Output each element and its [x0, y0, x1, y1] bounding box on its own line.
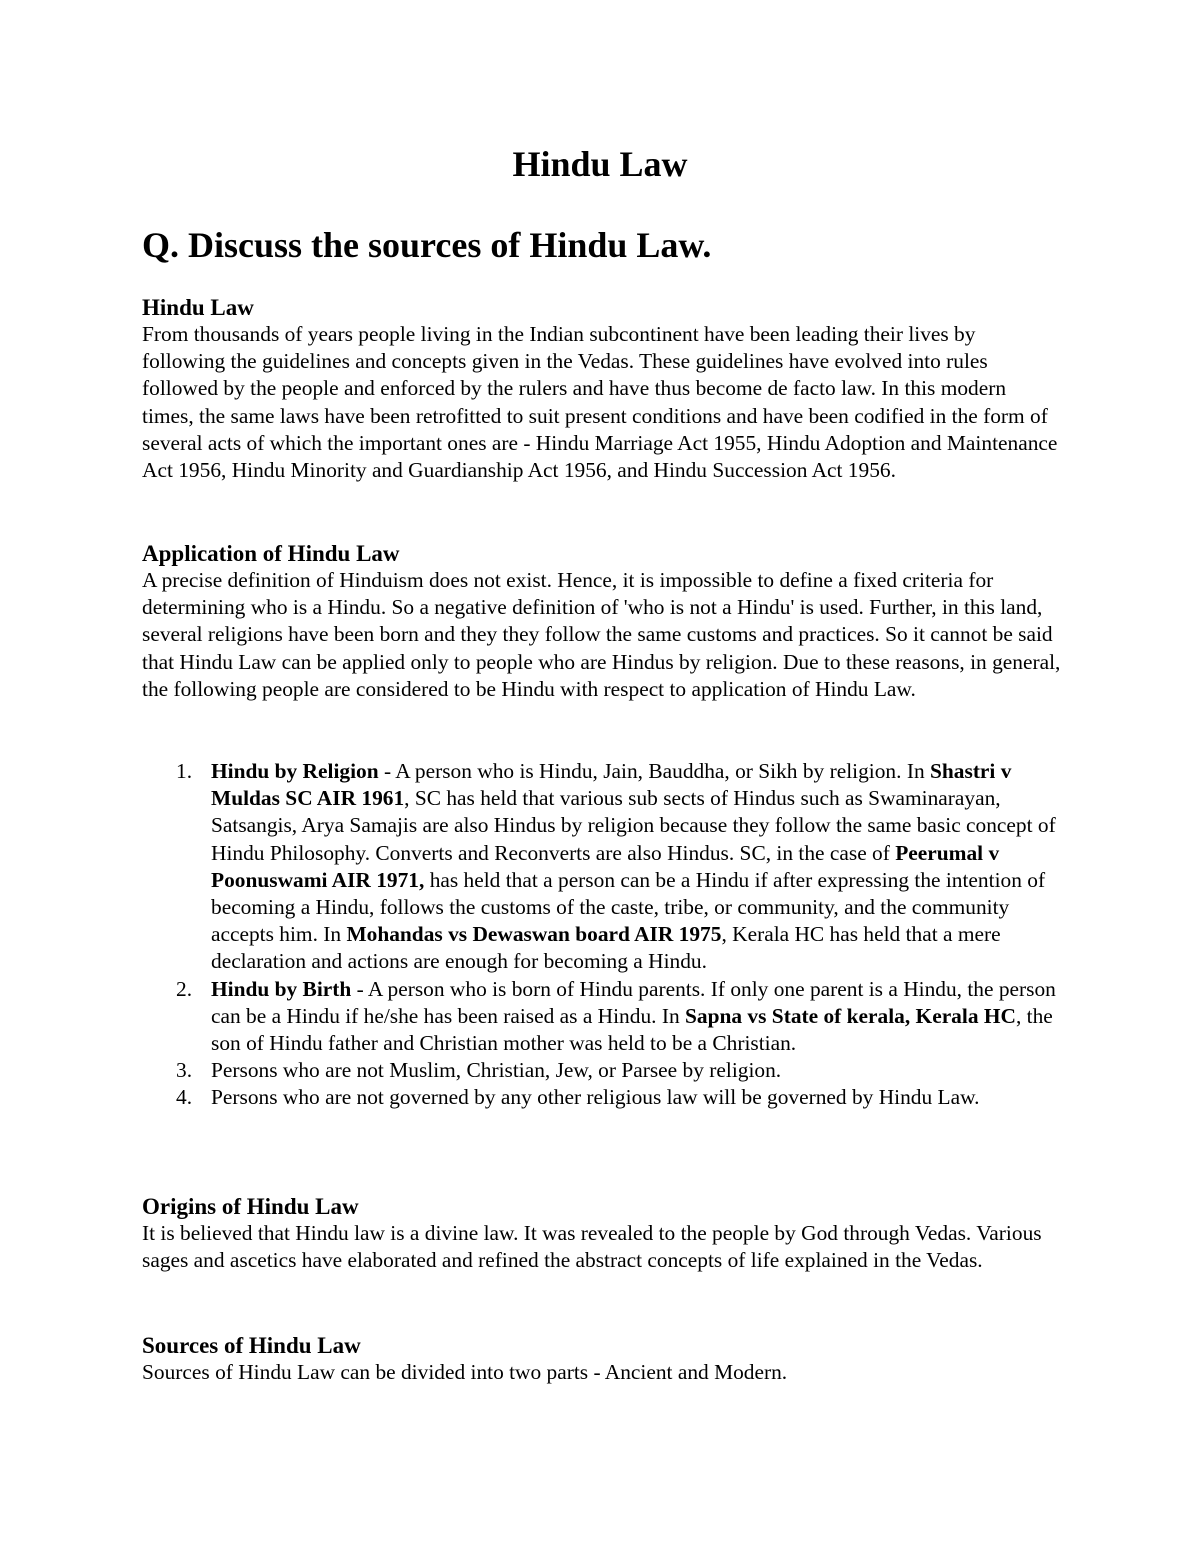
section-body: From thousands of years people living in the Indian subcontinent have been leading their lives by following the guidelines and concepts given in the Vedas. These guidelines have evolved into rules followed by the people and enforced by the rulers and have thus become de facto law. In this modern times, the same laws have been retrofitted to suit present conditions and have been codified in the form of several acts of which the important ones are - Hindu Marriage Act 1955, Hindu Adoption and Maintenance Act 1956, Hindu Minority and Guardianship Act 1956, and Hindu Succession Act 1956. [142, 322, 1058, 483]
list-text: , SC has held that various sub sects of Hindus such as Swaminarayan, Satsangis, Arya Samajis are also Hindus by religion because they follow the same basic concept of Hindu Philosophy. Converts and Reconverts are also Hindus. SC, in the case of [211, 786, 1056, 865]
list-text: , the son of Hindu father and Christian mother was held to be a Christian. [211, 1003, 1053, 1056]
case-citation: Mohandas vs Dewaswan board AIR 1975 [346, 922, 722, 947]
section-heading: Application of Hindu Law [142, 541, 400, 566]
section-application [142, 540, 1062, 703]
list-item [142, 758, 1062, 976]
section-sources [142, 1332, 1062, 1386]
section-body: Sources of Hindu Law can be divided into two parts - Ancient and Modern. [142, 1360, 788, 1384]
list-number: 1. [176, 759, 193, 783]
document-title: Hindu Law [512, 144, 688, 184]
list-text: Persons who are not Muslim, Christian, Jew, or Parsee by religion. [211, 1058, 782, 1083]
list-text: has held that a person can be a Hindu if after expressing the intention of becoming a Hindu, follows the customs of the caste, tribe, or community, and the community accepts him. In [211, 867, 1046, 947]
list-number: 4. [176, 1085, 193, 1110]
list-item [142, 1057, 1062, 1084]
list-text: - A person who is born of Hindu parents. If only one parent is a Hindu, the person can be a Hindu if he/she has been raised as a Hindu. In [211, 976, 1056, 1028]
section-origins [142, 1193, 1062, 1274]
list-text: Persons who are not governed by any other religious law will be governed by Hindu Law. [211, 1085, 980, 1110]
question-heading: Q. Discuss the sources of Hindu Law. [142, 225, 712, 265]
list-number: 2. [176, 976, 193, 1001]
section-heading: Sources of Hindu Law [142, 1333, 361, 1358]
list-number: 3. [176, 1058, 193, 1083]
section-hindu-law [142, 294, 1062, 484]
case-citation: Sapna vs State of kerala, Kerala HC [685, 1003, 1016, 1028]
section-body: A precise definition of Hinduism does not exist. Hence, it is impossible to define a fixed criteria for determining who is a Hindu. So a negative definition of 'who is not a Hindu' is used. Further, in this land, several religions have been born and they they follow the same customs and practices. So it cannot be said that Hindu Law can be applied only to people who are Hindus by religion. Due to these reasons, in general, the following people are considered to be Hindu with respect to application of Hindu Law. [142, 568, 1061, 701]
list-term: Hindu by Birth [211, 976, 352, 1001]
list-text: , Kerala HC has held that a mere declaration and actions are enough for becoming a Hindu. [211, 922, 1001, 974]
hindu-definition-list [142, 758, 1062, 1112]
section-heading: Hindu Law [142, 295, 254, 320]
section-body: It is believed that Hindu law is a divine law. It was revealed to the people by God through Vedas. Various sages and ascetics have elaborated and refined the abstract concepts of life explained in the Vedas. [142, 1221, 1042, 1273]
list-term: Hindu by Religion [211, 759, 379, 783]
list-item [142, 1084, 1062, 1111]
section-heading: Origins of Hindu Law [142, 1194, 359, 1219]
list-text: - A person who is Hindu, Jain, Bauddha, or Sikh by religion. In [378, 759, 930, 783]
case-citation: Shastri v Muldas SC AIR 1961 [211, 759, 1012, 811]
list-item [142, 976, 1062, 1058]
case-citation: Peerumal v Poonuswami AIR 1971, [211, 840, 1000, 892]
